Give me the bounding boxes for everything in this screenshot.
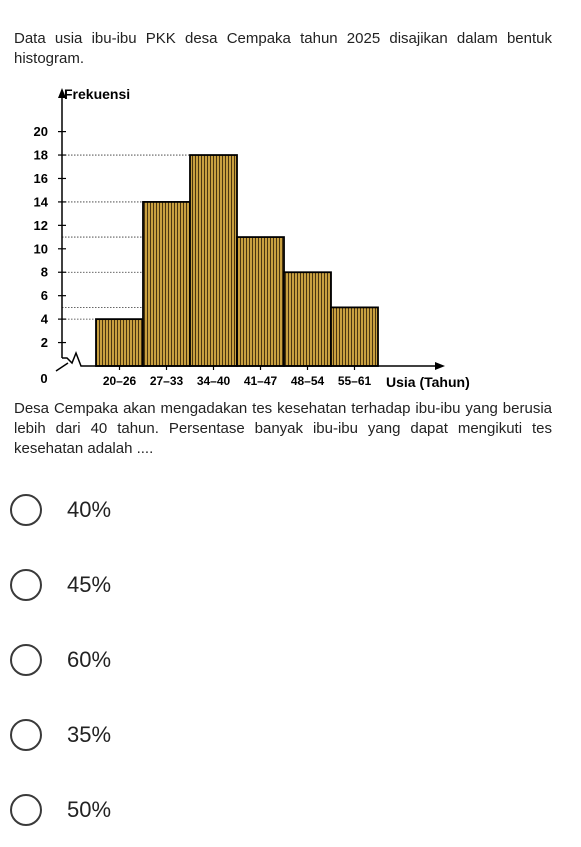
question-intro: Data usia ibu-ibu PKK desa Cempaka tahun 2025 disajikan dalam bentuk histogram. [14, 30, 552, 67]
y-tick-label: 16 [33, 170, 48, 186]
histogram-bar [331, 307, 378, 366]
y-tick-label: 18 [33, 147, 48, 163]
option-label: 60% [67, 647, 112, 672]
x-tick-label: 41–47 [243, 374, 278, 388]
option-label: 35% [67, 722, 112, 747]
histogram-bar [190, 155, 237, 366]
x-axis-arrow [435, 362, 445, 370]
option-e[interactable] [10, 786, 310, 834]
x-axis-label: Usia (Tahun) [386, 374, 470, 390]
option-label: 40% [67, 497, 112, 522]
histogram-bar [143, 202, 190, 366]
x-tick-label: 20–26 [102, 374, 137, 388]
histogram-bar [237, 237, 284, 366]
axis-break-mark [56, 363, 68, 371]
option-label: 50% [67, 797, 112, 822]
option-b[interactable] [10, 561, 310, 609]
x-tick-label: 55–61 [337, 374, 372, 388]
y-tick-label: 10 [33, 241, 48, 257]
radio-button[interactable] [10, 644, 42, 676]
y-axis-label: Frekuensi [64, 86, 131, 102]
radio-button[interactable] [10, 719, 42, 751]
radio-button[interactable] [10, 569, 42, 601]
y-tick-label: 8 [40, 264, 48, 280]
option-a[interactable] [10, 486, 310, 534]
histogram-bar [284, 272, 331, 366]
radio-button[interactable] [10, 494, 42, 526]
x-tick-label: 48–54 [290, 374, 325, 388]
y-tick-label: 20 [33, 124, 48, 140]
y-tick-label: 2 [40, 335, 48, 351]
y-tick-label: 4 [40, 311, 48, 327]
y-tick-label: 12 [33, 217, 48, 233]
x-tick-label: 27–33 [149, 374, 184, 388]
option-c[interactable] [10, 636, 310, 684]
origin-label: 0 [40, 371, 48, 386]
option-d[interactable] [10, 711, 310, 759]
y-tick-label: 14 [33, 194, 48, 210]
radio-button[interactable] [10, 794, 42, 826]
histogram-bar [96, 319, 143, 366]
x-tick-label: 34–40 [196, 374, 231, 388]
question-body: Desa Cempaka akan mengadakan tes kesehatan terhadap ibu-ibu yang berusia lebih dari 40 tahun. Persentase banyak ibu-ibu yang dapat mengikuti tes kesehatan adalah .... [14, 400, 552, 457]
histogram-chart [0, 82, 581, 394]
option-label: 45% [67, 572, 112, 597]
y-tick-label: 6 [40, 288, 48, 304]
